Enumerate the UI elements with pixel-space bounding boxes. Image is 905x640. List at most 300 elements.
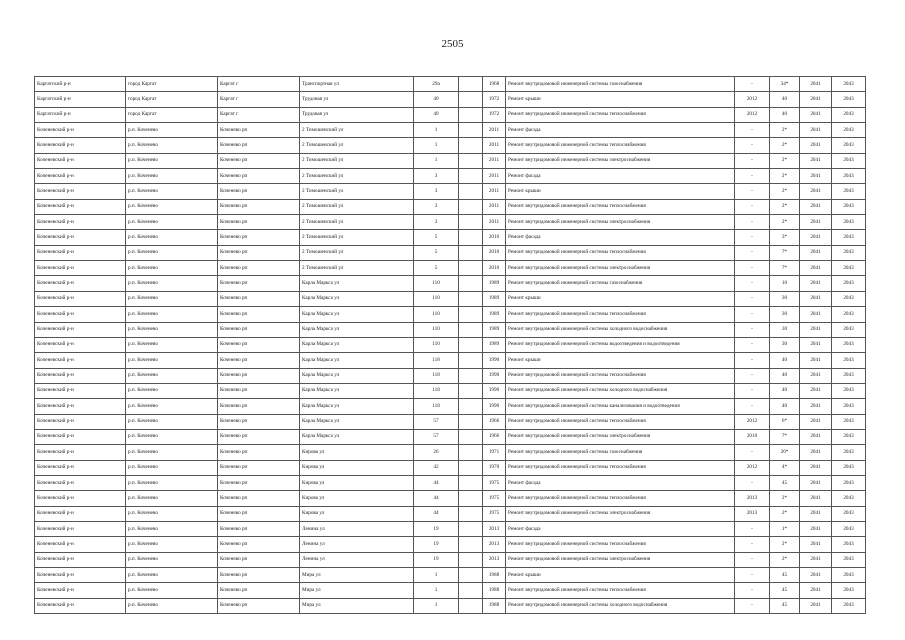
table-row [35,506,866,521]
last-repair-year-cell: - [735,261,770,276]
repair-type-cell: Ремонт внутридомовой инженерной системы газоснабжения [506,445,735,460]
last-repair-year-cell: - [735,583,770,598]
period-end-cell: 2043 [832,138,866,153]
year-built-cell: 1975 [483,475,506,490]
house-number-cell: 110 [414,307,459,322]
house-number-cell: 42 [414,460,459,475]
period-end-cell: 2043 [832,123,866,138]
repair-type-cell: Ремонт внутридомовой инженерной системы холодного водоснабжения [506,383,735,398]
municipality-cell: р.п. Коченево [126,445,218,460]
table-row [35,491,866,506]
house-number-cell: 3 [414,215,459,230]
last-repair-year-cell: - [735,215,770,230]
period-end-cell: 2043 [832,199,866,214]
municipality-cell: город Каргат [126,107,218,122]
last-repair-year-cell: - [735,598,770,613]
street-cell: Кирова ул [300,506,414,521]
period-start-cell: 2041 [800,491,832,506]
year-built-cell: 2010 [483,230,506,245]
period-end-cell: 2043 [832,399,866,414]
district-cell: Коченевский р-н [35,153,126,168]
table-body [35,77,866,614]
repair-type-cell: Ремонт внутридомовой инженерной системы электроснабжения [506,261,735,276]
period-start-cell: 2041 [800,107,832,122]
wear-percent-cell: 2* [770,138,800,153]
period-start-cell: 2041 [800,123,832,138]
district-cell: Коченевский р-н [35,383,126,398]
period-end-cell: 2043 [832,568,866,583]
period-end-cell: 2043 [832,276,866,291]
municipality-cell: р.п. Коченево [126,537,218,552]
building-cell [459,92,483,107]
street-cell: Кирова ул [300,475,414,490]
street-cell: Карла Маркса ул [300,337,414,352]
house-number-cell: 44 [414,491,459,506]
wear-percent-cell: 2* [770,491,800,506]
settlement-cell: Коченево рп [218,353,300,368]
building-cell [459,276,483,291]
settlement-cell: Коченево рп [218,552,300,567]
settlement-cell: Коченево рп [218,506,300,521]
settlement-cell: Каргат г [218,107,300,122]
street-cell: 2 Тимошенский ул [300,199,414,214]
street-cell: Ленина ул [300,521,414,536]
page-number: 2505 [441,38,464,50]
settlement-cell: Коченево рп [218,169,300,184]
period-start-cell: 2041 [800,568,832,583]
district-cell: Коченевский р-н [35,521,126,536]
table-row [35,261,866,276]
year-built-cell: 1989 [483,291,506,306]
last-repair-year-cell: 2012 [735,92,770,107]
street-cell: 2 Тимошенский ул [300,215,414,230]
district-cell: Коченевский р-н [35,414,126,429]
district-cell: Коченевский р-н [35,184,126,199]
district-cell: Коченевский р-н [35,291,126,306]
table-row [35,215,866,230]
period-end-cell: 2043 [832,245,866,260]
repair-type-cell: Ремонт внутридомовой инженерной системы канализования и водоотведения [506,399,735,414]
last-repair-year-cell: - [735,153,770,168]
last-repair-year-cell: - [735,276,770,291]
wear-percent-cell: 2* [770,123,800,138]
building-cell [459,568,483,583]
wear-percent-cell: 45 [770,568,800,583]
last-repair-year-cell: - [735,230,770,245]
year-built-cell: 1968 [483,77,506,92]
municipality-cell: р.п. Коченево [126,521,218,536]
period-end-cell: 2043 [832,368,866,383]
table-row [35,414,866,429]
municipality-cell: р.п. Коченево [126,123,218,138]
period-start-cell: 2041 [800,460,832,475]
last-repair-year-cell: - [735,353,770,368]
building-cell [459,322,483,337]
settlement-cell: Коченево рп [218,368,300,383]
period-start-cell: 2041 [800,184,832,199]
last-repair-year-cell: 2012 [735,460,770,475]
district-cell: Коченевский р-н [35,583,126,598]
wear-percent-cell: 2* [770,169,800,184]
building-cell [459,337,483,352]
wear-percent-cell: 40 [770,368,800,383]
municipality-cell: р.п. Коченево [126,414,218,429]
district-cell: Коченевский р-н [35,568,126,583]
repair-type-cell: Ремонт крыши [506,291,735,306]
building-cell [459,353,483,368]
street-cell: Кирова ул [300,491,414,506]
house-number-cell: 118 [414,383,459,398]
street-cell: Мира ул [300,598,414,613]
district-cell: Коченевский р-н [35,138,126,153]
building-cell [459,123,483,138]
last-repair-year-cell: - [735,307,770,322]
repair-type-cell: Ремонт крыши [506,92,735,107]
house-number-cell: 57 [414,414,459,429]
settlement-cell: Коченево рп [218,414,300,429]
year-built-cell: 2011 [483,199,506,214]
table-row [35,169,866,184]
street-cell: Кирова ул [300,460,414,475]
period-end-cell: 2043 [832,215,866,230]
table-row [35,123,866,138]
table-row [35,598,866,613]
house-number-cell: 19 [414,537,459,552]
last-repair-year-cell: - [735,291,770,306]
street-cell: 2 Тимошенский ул [300,184,414,199]
district-cell: Коченевский р-н [35,598,126,613]
district-cell: Коченевский р-н [35,368,126,383]
table-row [35,322,866,337]
house-number-cell: 1 [414,568,459,583]
last-repair-year-cell: - [735,199,770,214]
municipality-cell: р.п. Коченево [126,153,218,168]
repair-type-cell: Ремонт внутридомовой инженерной системы газоснабжения [506,77,735,92]
period-end-cell: 2043 [832,153,866,168]
street-cell: Карла Маркса ул [300,307,414,322]
year-built-cell: 1972 [483,92,506,107]
table-row [35,245,866,260]
wear-percent-cell: 26* [770,445,800,460]
repair-type-cell: Ремонт фасада [506,230,735,245]
house-number-cell: 110 [414,322,459,337]
period-end-cell: 2043 [832,353,866,368]
street-cell: Карла Маркса ул [300,322,414,337]
repair-type-cell: Ремонт внутридомовой инженерной системы теплоснабжения [506,583,735,598]
house-number-cell: 1 [414,583,459,598]
building-cell [459,291,483,306]
wear-percent-cell: 40 [770,353,800,368]
repair-type-cell: Ремонт внутридомовой инженерной системы электроснабжения [506,215,735,230]
district-cell: Коченевский р-н [35,399,126,414]
building-cell [459,506,483,521]
street-cell: Ленина ул [300,537,414,552]
settlement-cell: Коченево рп [218,337,300,352]
wear-percent-cell: 2* [770,184,800,199]
year-built-cell: 1990 [483,399,506,414]
table-row [35,537,866,552]
last-repair-year-cell: - [735,552,770,567]
wear-percent-cell: 45 [770,598,800,613]
settlement-cell: Коченево рп [218,291,300,306]
settlement-cell: Коченево рп [218,138,300,153]
year-built-cell: 1988 [483,598,506,613]
period-start-cell: 2041 [800,368,832,383]
period-start-cell: 2041 [800,77,832,92]
district-cell: Коченевский р-н [35,537,126,552]
last-repair-year-cell: - [735,368,770,383]
last-repair-year-cell: 2012 [735,414,770,429]
house-number-cell: 1 [414,138,459,153]
wear-percent-cell: 10 [770,276,800,291]
repair-type-cell: Ремонт внутридомовой инженерной системы теплоснабжения [506,107,735,122]
period-end-cell: 2043 [832,521,866,536]
municipality-cell: р.п. Коченево [126,491,218,506]
municipality-cell: р.п. Коченево [126,598,218,613]
building-cell [459,230,483,245]
district-cell: Коченевский р-н [35,307,126,322]
building-cell [459,77,483,92]
repair-type-cell: Ремонт крыши [506,184,735,199]
period-start-cell: 2041 [800,245,832,260]
municipality-cell: р.п. Коченево [126,552,218,567]
repair-type-cell: Ремонт внутридомовой инженерной системы теплоснабжения [506,138,735,153]
street-cell: Карла Маркса ул [300,429,414,444]
settlement-cell: Коченево рп [218,245,300,260]
year-built-cell: 2013 [483,537,506,552]
repair-type-cell: Ремонт внутридомовой инженерной системы электроснабжения [506,429,735,444]
wear-percent-cell: 30 [770,291,800,306]
building-cell [459,598,483,613]
period-end-cell: 2043 [832,506,866,521]
last-repair-year-cell: - [735,383,770,398]
house-number-cell: 118 [414,399,459,414]
year-built-cell: 1972 [483,107,506,122]
municipality-cell: город Каргат [126,92,218,107]
municipality-cell: р.п. Коченево [126,568,218,583]
last-repair-year-cell: - [735,322,770,337]
repair-type-cell: Ремонт внутридомовой инженерной системы теплоснабжения [506,537,735,552]
repair-type-cell: Ремонт внутридомовой инженерной системы электроснабжения [506,552,735,567]
table-row [35,521,866,536]
period-start-cell: 2041 [800,230,832,245]
table-row [35,107,866,122]
period-end-cell: 2043 [832,322,866,337]
repair-type-cell: Ремонт внутридомовой инженерной системы теплоснабжения [506,199,735,214]
district-cell: Каргатский р-н [35,77,126,92]
year-built-cell: 1989 [483,307,506,322]
street-cell: Транспортная ул [300,77,414,92]
period-start-cell: 2041 [800,199,832,214]
settlement-cell: Каргат г [218,77,300,92]
settlement-cell: Коченево рп [218,475,300,490]
street-cell: 2 Тимошенский ул [300,123,414,138]
house-number-cell: 5 [414,261,459,276]
house-number-cell: 5 [414,230,459,245]
municipality-cell: город Каргат [126,77,218,92]
street-cell: 2 Тимошенский ул [300,245,414,260]
repair-schedule-table [34,76,866,614]
wear-percent-cell: 6* [770,414,800,429]
building-cell [459,107,483,122]
last-repair-year-cell: - [735,537,770,552]
wear-percent-cell: 45 [770,475,800,490]
building-cell [459,537,483,552]
period-start-cell: 2041 [800,138,832,153]
street-cell: Трудовая ул [300,92,414,107]
house-number-cell: 44 [414,506,459,521]
house-number-cell: 110 [414,291,459,306]
street-cell: Карла Маркса ул [300,353,414,368]
table-row [35,230,866,245]
last-repair-year-cell: - [735,245,770,260]
year-built-cell: 1990 [483,368,506,383]
repair-type-cell: Ремонт фасада [506,123,735,138]
wear-percent-cell: 30 [770,307,800,322]
building-cell [459,215,483,230]
wear-percent-cell: 2* [770,153,800,168]
last-repair-year-cell: 2013 [735,491,770,506]
repair-type-cell: Ремонт фасада [506,475,735,490]
period-end-cell: 2043 [832,383,866,398]
period-start-cell: 2041 [800,383,832,398]
district-cell: Коченевский р-н [35,552,126,567]
house-number-cell: 110 [414,337,459,352]
settlement-cell: Коченево рп [218,230,300,245]
wear-percent-cell: 7* [770,429,800,444]
district-cell: Коченевский р-н [35,460,126,475]
last-repair-year-cell: 2010 [735,429,770,444]
period-end-cell: 2043 [832,291,866,306]
period-end-cell: 2043 [832,598,866,613]
building-cell [459,475,483,490]
period-end-cell: 2043 [832,107,866,122]
period-end-cell: 2043 [832,77,866,92]
period-start-cell: 2041 [800,598,832,613]
table-row [35,77,866,92]
wear-percent-cell: 40 [770,399,800,414]
settlement-cell: Коченево рп [218,276,300,291]
period-end-cell: 2043 [832,337,866,352]
wear-percent-cell: 34* [770,77,800,92]
district-cell: Коченевский р-н [35,261,126,276]
period-start-cell: 2041 [800,215,832,230]
last-repair-year-cell: - [735,475,770,490]
house-number-cell: 1 [414,598,459,613]
street-cell: Карла Маркса ул [300,368,414,383]
street-cell: Карла Маркса ул [300,399,414,414]
table-row [35,291,866,306]
year-built-cell: 1990 [483,383,506,398]
period-start-cell: 2041 [800,307,832,322]
settlement-cell: Коченево рп [218,307,300,322]
street-cell: 2 Тимошенский ул [300,153,414,168]
house-number-cell: 44 [414,475,459,490]
house-number-cell: 110 [414,276,459,291]
street-cell: 2 Тимошенский ул [300,230,414,245]
repair-type-cell: Ремонт внутридомовой инженерной системы теплоснабжения [506,491,735,506]
year-built-cell: 2011 [483,123,506,138]
last-repair-year-cell: 2012 [735,107,770,122]
year-built-cell: 1966 [483,429,506,444]
municipality-cell: р.п. Коченево [126,475,218,490]
table-row [35,184,866,199]
year-built-cell: 1989 [483,337,506,352]
house-number-cell: 3 [414,169,459,184]
house-number-cell: 26 [414,445,459,460]
street-cell: 2 Тимошенский ул [300,261,414,276]
period-end-cell: 2043 [832,307,866,322]
building-cell [459,307,483,322]
municipality-cell: р.п. Коченево [126,460,218,475]
year-built-cell: 1966 [483,414,506,429]
last-repair-year-cell: - [735,337,770,352]
wear-percent-cell: 40 [770,383,800,398]
building-cell [459,445,483,460]
repair-type-cell: Ремонт внутридомовой инженерной системы водоотведения и водоотведения [506,337,735,352]
settlement-cell: Коченево рп [218,598,300,613]
house-number-cell: 19 [414,521,459,536]
building-cell [459,552,483,567]
year-built-cell: 1975 [483,491,506,506]
street-cell: Карла Маркса ул [300,291,414,306]
year-built-cell: 1989 [483,276,506,291]
table-row [35,92,866,107]
building-cell [459,460,483,475]
municipality-cell: р.п. Коченево [126,230,218,245]
building-cell [459,521,483,536]
municipality-cell: р.п. Коченево [126,184,218,199]
year-built-cell: 2011 [483,169,506,184]
last-repair-year-cell: - [735,445,770,460]
house-number-cell: 29а [414,77,459,92]
house-number-cell: 5 [414,245,459,260]
settlement-cell: Коченево рп [218,261,300,276]
municipality-cell: р.п. Коченево [126,307,218,322]
settlement-cell: Коченево рп [218,399,300,414]
repair-type-cell: Ремонт внутридомовой инженерной системы теплоснабжения [506,307,735,322]
period-end-cell: 2043 [832,184,866,199]
street-cell: Карла Маркса ул [300,414,414,429]
table-row [35,337,866,352]
settlement-cell: Коченево рп [218,429,300,444]
period-start-cell: 2041 [800,291,832,306]
municipality-cell: р.п. Коченево [126,583,218,598]
period-start-cell: 2041 [800,429,832,444]
settlement-cell: Коченево рп [218,215,300,230]
repair-type-cell: Ремонт внутридомовой инженерной системы электроснабжения [506,153,735,168]
period-end-cell: 2043 [832,491,866,506]
repair-type-cell: Ремонт крыши [506,353,735,368]
municipality-cell: р.п. Коченево [126,337,218,352]
period-start-cell: 2041 [800,169,832,184]
wear-percent-cell: 3* [770,230,800,245]
wear-percent-cell: 2* [770,506,800,521]
wear-percent-cell: 2* [770,552,800,567]
street-cell: Мира ул [300,568,414,583]
district-cell: Коченевский р-н [35,123,126,138]
table-row [35,368,866,383]
building-cell [459,245,483,260]
municipality-cell: р.п. Коченево [126,429,218,444]
street-cell: 2 Тимошенский ул [300,138,414,153]
period-start-cell: 2041 [800,583,832,598]
house-number-cell: 40 [414,92,459,107]
last-repair-year-cell: - [735,184,770,199]
year-built-cell: 1971 [483,445,506,460]
district-cell: Коченевский р-н [35,506,126,521]
table-row [35,353,866,368]
